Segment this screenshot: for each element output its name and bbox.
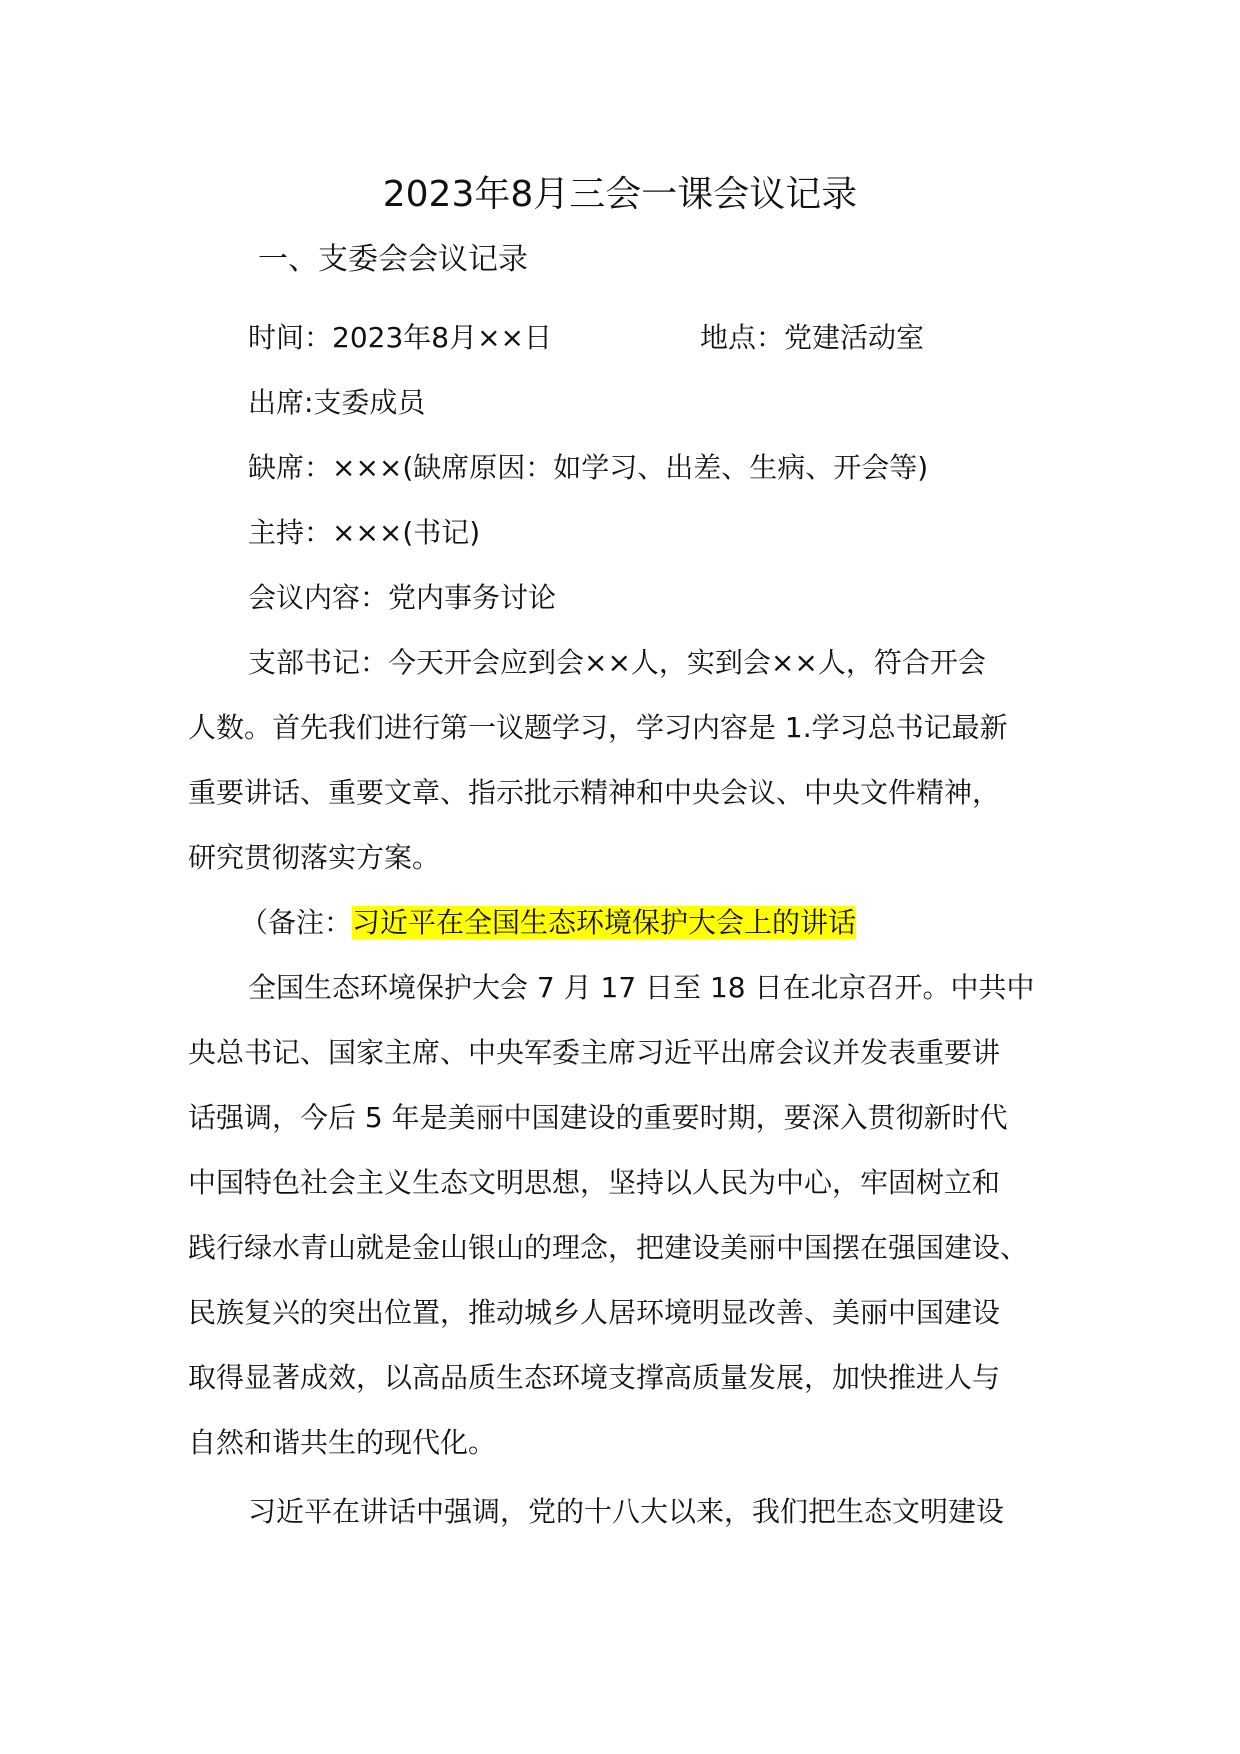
paragraph-line: 研究贯彻落实方案。 (188, 841, 441, 874)
paragraph-line: 话强调，今后 5 年是美丽中国建设的重要时期，要深入贯彻新时代 (188, 1101, 1008, 1134)
note-prefix: （备注： (240, 906, 353, 939)
paragraph-line: 践行绿水青山就是金山银山的理念，把建设美丽中国摆在强国建设、 (188, 1231, 1029, 1264)
paragraph-line: 习近平在讲话中强调，党的十八大以来，我们把生态文明建设 (248, 1495, 1005, 1528)
paragraph-line: 取得显著成效，以高品质生态环境支撑高质量发展，加快推进人与 (188, 1361, 1001, 1394)
document-title: 2023年8月三会一课会议记录 (382, 174, 858, 215)
meeting-content: 会议内容：党内事务讨论 (248, 581, 557, 614)
paragraph-line: 中国特色社会主义生态文明思想，坚持以人民为中心，牢固树立和 (188, 1166, 1001, 1199)
paragraph-line: 自然和谐共生的现代化。 (188, 1426, 497, 1459)
note-highlight: 习近平在全国生态环境保护大会上的讲话 (352, 906, 857, 939)
meeting-location: 地点：党建活动室 (700, 321, 925, 354)
paragraph-line: 重要讲话、重要文章、指示批示精神和中央会议、中央文件精神， (188, 776, 1001, 809)
meeting-attendees: 出席:支委成员 (248, 386, 426, 419)
note-line (240, 903, 856, 943)
paragraph-line: 人数。首先我们进行第一议题学习，学习内容是 1.学习总书记最新 (188, 711, 1008, 744)
section-heading: 一、支委会会议记录 (258, 242, 528, 277)
paragraph-line: 民族复兴的突出位置，推动城乡人居环境明显改善、美丽中国建设 (188, 1296, 1001, 1329)
paragraph-line: 央总书记、国家主席、中央军委主席习近平出席会议并发表重要讲 (188, 1036, 1001, 1069)
paragraph-line: 全国生态环境保护大会 7 月 17 日至 18 日在北京召开。中共中 (248, 971, 1035, 1004)
meeting-absent: 缺席：×××(缺席原因：如学习、出差、生病、开会等) (248, 451, 929, 484)
meeting-host: 主持：×××(书记) (248, 516, 481, 549)
meeting-time: 时间：2023年8月××日 (248, 321, 552, 354)
paragraph-line: 支部书记：今天开会应到会××人，实到会××人，符合开会 (248, 646, 986, 679)
